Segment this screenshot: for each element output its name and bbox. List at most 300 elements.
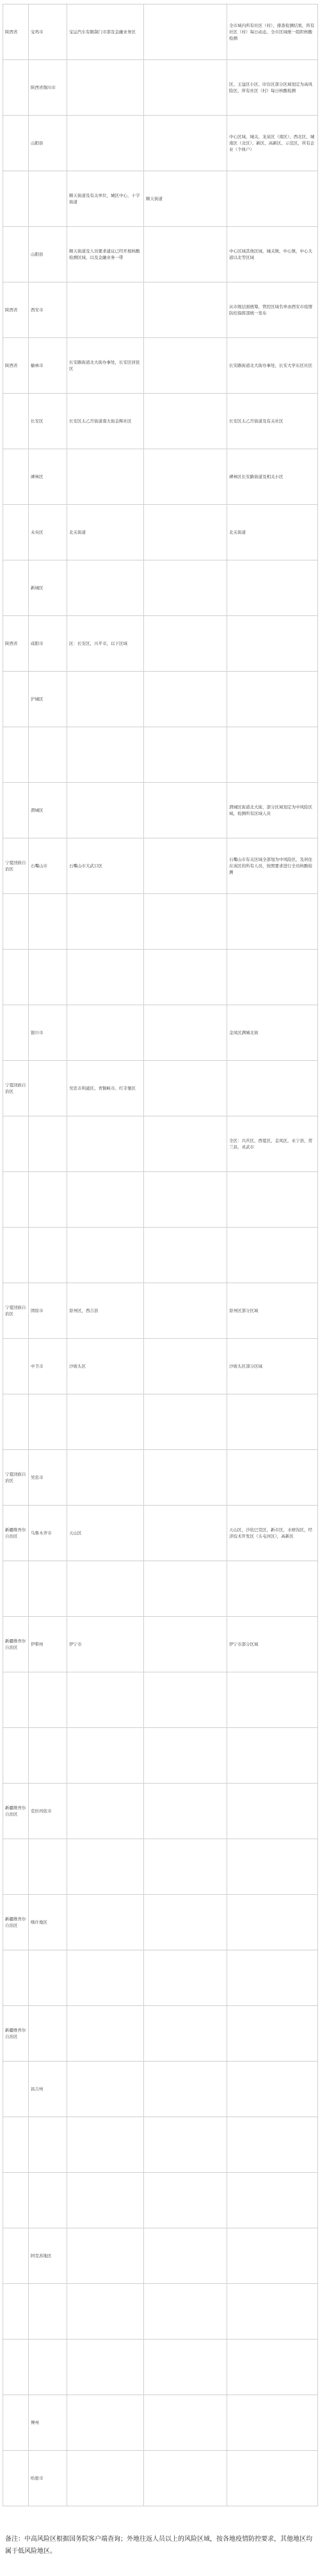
province-cell-text: 新疆维吾尔自治区 (5, 1916, 26, 1928)
area-cell-text: 新城区 (31, 585, 44, 590)
scope-cell (67, 394, 144, 449)
table-row (3, 2284, 318, 2340)
mid-risk-cell-text: 全区：兴庆区，西夏区，金凤区，永宁县，贺兰县，灵武市 (229, 1138, 312, 1150)
province-cell (3, 1839, 29, 1895)
mid-risk-cell (227, 894, 318, 950)
mid-risk-cell-text: 碑林区长安路街道及相关小区 (229, 474, 284, 479)
scope-cell (67, 4, 144, 60)
scope-cell (67, 2451, 144, 2506)
area-cell (29, 1116, 67, 1172)
high-risk-cell (144, 1672, 227, 1728)
table-row (3, 1895, 318, 1950)
mid-risk-cell (227, 171, 318, 227)
scope-cell (67, 171, 144, 227)
mid-risk-cell (227, 783, 318, 838)
province-cell (3, 1784, 29, 1839)
mid-risk-cell (227, 560, 318, 616)
scope-cell-text: 原州区，西吉县 (69, 1307, 99, 1313)
province-cell (3, 1061, 29, 1116)
area-cell-text: 渭城区 (31, 807, 44, 813)
province-cell (3, 1116, 29, 1172)
high-risk-cell (144, 1895, 227, 1950)
scope-cell (67, 1617, 144, 1672)
area-cell (29, 838, 67, 894)
mid-risk-cell (227, 2395, 318, 2451)
area-cell-text: 石嘴山市 (31, 863, 47, 868)
mid-risk-cell (227, 60, 318, 116)
high-risk-cell (144, 838, 227, 894)
scope-cell (67, 1672, 144, 1728)
scope-cell-text: 长安区太乙宫街道南大街金辉社区 (69, 418, 132, 424)
high-risk-cell (144, 727, 227, 783)
province-cell (3, 1394, 29, 1450)
table-row (3, 2117, 318, 2173)
high-risk-cell (144, 1339, 227, 1394)
mid-risk-cell (227, 1728, 318, 1784)
area-cell (29, 1506, 67, 1561)
scope-cell-text: 顺天街道及有关单位，城区中心，十字街道 (69, 192, 140, 204)
scope-cell (67, 672, 144, 727)
province-cell (3, 672, 29, 727)
province-cell (3, 338, 29, 394)
area-cell (29, 616, 67, 672)
area-cell-text: 吴忠市 (31, 1474, 44, 1480)
table-row (3, 1784, 318, 1839)
scope-cell (67, 2284, 144, 2340)
province-cell (3, 449, 29, 505)
scope-cell (67, 1228, 144, 1283)
mid-risk-cell (227, 1005, 318, 1061)
area-cell (29, 727, 67, 783)
mid-risk-cell (227, 838, 318, 894)
area-cell (29, 282, 67, 338)
mid-risk-cell (227, 1061, 318, 1116)
high-risk-cell (144, 560, 227, 616)
table-row (3, 2451, 318, 2506)
table-row (3, 2340, 318, 2395)
area-cell-text: 未央区 (31, 529, 44, 535)
province-cell (3, 2451, 29, 2506)
table-row (3, 727, 318, 783)
area-cell (29, 894, 67, 950)
table-row (3, 1061, 318, 1116)
mid-risk-cell (227, 2173, 318, 2228)
province-cell (3, 1283, 29, 1339)
area-cell (29, 505, 67, 560)
province-cell (3, 560, 29, 616)
mid-risk-cell-text: 区、王益区小区、印台区部分区域划定为高风险区，所有社区（村）每日核酸检测 (229, 81, 312, 93)
scope-cell (67, 783, 144, 838)
mid-risk-cell-text: 全市域内所有社区（村），排查检测结果，所有社区（村）每日动态，全市区域统一组织核酸检测 (229, 22, 315, 42)
high-risk-cell (144, 2228, 227, 2284)
high-risk-cell (144, 2006, 227, 2062)
mid-risk-cell (227, 1950, 318, 2006)
scope-cell (67, 2117, 144, 2173)
mid-risk-cell (227, 1839, 318, 1895)
mid-risk-cell (227, 1672, 318, 1728)
province-cell (3, 1728, 29, 1784)
province-cell (3, 171, 29, 227)
high-risk-cell (144, 2284, 227, 2340)
high-risk-cell (144, 2340, 227, 2395)
scope-cell (67, 1061, 144, 1116)
mid-risk-cell (227, 394, 318, 449)
scope-cell-text: 伊宁市 (69, 1641, 82, 1647)
province-cell-text: 新疆维吾尔自治区 (5, 1805, 26, 1817)
area-cell (29, 560, 67, 616)
mid-risk-cell (227, 1394, 318, 1450)
area-cell (29, 783, 67, 838)
scope-cell (67, 1839, 144, 1895)
scope-cell-text: 顺天街道及人员要求建议已经开展核酸检测区域，以及金融业务一带 (69, 248, 140, 260)
province-cell-text: 陕西省 (5, 29, 18, 35)
table-row (3, 1450, 318, 1506)
table-row (3, 1394, 318, 1450)
table-row (3, 227, 318, 282)
table-row (3, 1228, 318, 1283)
mid-risk-cell-text: 中心区域、城关、龙泉区（南区）、西北区、城南区（北区）、新区、高新区、示范区，所有企业（个体户） (229, 134, 315, 153)
area-cell (29, 1672, 67, 1728)
province-cell (3, 116, 29, 171)
scope-cell (67, 282, 144, 338)
mid-risk-cell (227, 1450, 318, 1506)
high-risk-cell (144, 1950, 227, 2006)
mid-risk-cell (227, 672, 318, 727)
province-cell-text: 新疆维吾尔自治区 (5, 1638, 26, 1650)
area-cell-text: 咸阳市 (31, 640, 44, 646)
scope-cell (67, 1450, 144, 1506)
mid-risk-cell-text: 长安路街道北大街办事处，长安大学东区社区 (229, 362, 312, 368)
table-row (3, 950, 318, 1005)
high-risk-cell (144, 338, 227, 394)
province-cell (3, 394, 29, 449)
area-cell (29, 227, 67, 282)
table-row (3, 560, 318, 616)
scope-cell (67, 560, 144, 616)
area-cell-text: 陕西省铜川市 (31, 84, 56, 90)
high-risk-cell (144, 1450, 227, 1506)
area-cell (29, 116, 67, 171)
province-cell-text: 新疆维吾尔自治区 (5, 1527, 26, 1539)
area-cell (29, 171, 67, 227)
area-cell (29, 1895, 67, 1950)
area-cell (29, 1339, 67, 1394)
scope-cell (67, 838, 144, 894)
mid-risk-cell (227, 505, 318, 560)
mid-risk-cell (227, 282, 318, 338)
table-row (3, 1839, 318, 1895)
mid-risk-cell (227, 2451, 318, 2506)
mid-risk-cell-text: 原州区部分区域 (229, 1307, 259, 1313)
province-cell-text: 宁夏回族自治区 (5, 1471, 26, 1483)
area-cell (29, 1839, 67, 1895)
province-cell (3, 1005, 29, 1061)
high-risk-cell (144, 171, 227, 227)
area-cell (29, 2228, 67, 2284)
mid-risk-cell (227, 1116, 318, 1172)
mid-risk-cell (227, 1617, 318, 1672)
scope-cell (67, 1394, 144, 1450)
province-cell-text: 宁夏回族自治区 (5, 1082, 26, 1094)
province-cell-text: 宁夏回族自治区 (5, 1304, 26, 1316)
area-cell (29, 60, 67, 116)
mid-risk-cell (227, 2284, 318, 2340)
mid-risk-cell (227, 2062, 318, 2117)
high-risk-cell (144, 449, 227, 505)
area-cell-text: 哈密市 (31, 2475, 44, 2481)
high-risk-cell (144, 1283, 227, 1339)
scope-cell-text: 北关街道 (69, 529, 86, 535)
area-cell (29, 4, 67, 60)
province-cell (3, 950, 29, 1005)
area-cell (29, 1784, 67, 1839)
mid-risk-cell (227, 2340, 318, 2395)
table-row (3, 2228, 318, 2284)
mid-risk-cell (227, 2228, 318, 2284)
mid-risk-cell (227, 1339, 318, 1394)
area-cell (29, 1561, 67, 1617)
province-cell (3, 60, 29, 116)
area-cell-text: 银川市 (31, 1030, 44, 1035)
high-risk-cell (144, 950, 227, 1005)
mid-risk-cell-text: 渭城区街道北大街，部分区域划定为中风险区域，检测所有区域人员 (229, 804, 312, 816)
page-footnote: 备注：中高风险区根据国务院客户端查询；外地往返人员以上的风险区域，按各地疫情防控要求，其他地区均属于低风险地区。 (5, 2536, 312, 2555)
table-row (3, 2006, 318, 2062)
footer-area (0, 2529, 320, 2576)
province-cell (3, 2173, 29, 2228)
scope-cell (67, 2173, 144, 2228)
table-row (3, 116, 318, 171)
area-cell-text: 固原市 (31, 1307, 44, 1313)
high-risk-cell (144, 394, 227, 449)
province-cell (3, 1339, 29, 1394)
area-cell (29, 950, 67, 1005)
mid-risk-cell-text: 沙坡头区部分区域 (229, 1363, 262, 1369)
table-row (3, 783, 318, 838)
high-risk-cell (144, 1005, 227, 1061)
mid-risk-cell-text: 伊宁市部分区域 (229, 1641, 259, 1647)
table-row (3, 1617, 318, 1672)
mid-risk-cell (227, 4, 318, 60)
high-risk-cell (144, 60, 227, 116)
area-cell-text: 榆林市 (31, 362, 44, 368)
table-row (3, 1116, 318, 1172)
province-cell-text: 宁夏回族自治区 (5, 860, 26, 872)
high-risk-cell (144, 894, 227, 950)
mid-risk-cell-text: 从市级层面统筹，管控区域名单由西安市疫情防控指挥部统一发布 (229, 304, 312, 316)
table-row (3, 1005, 318, 1061)
high-risk-cell (144, 1172, 227, 1228)
area-cell (29, 2173, 67, 2228)
area-cell (29, 672, 67, 727)
area-cell-text: 伊犁州 (31, 1641, 44, 1647)
scope-cell (67, 2062, 144, 2117)
mid-risk-cell (227, 116, 318, 171)
province-cell-text: 陕西省 (5, 362, 18, 368)
high-risk-cell (144, 282, 227, 338)
province-cell (3, 2117, 29, 2173)
province-cell-text: 新疆维吾尔自治区 (5, 2027, 26, 2039)
area-cell (29, 1283, 67, 1339)
mid-risk-cell-text: 金凤区满城北街 (229, 1030, 259, 1035)
area-cell (29, 2062, 67, 2117)
mid-risk-cell (227, 1561, 318, 1617)
scope-cell-text: 长安路街道北大街办事处，长安区居民区 (69, 359, 140, 371)
scope-cell (67, 1116, 144, 1172)
area-cell-text: 阿克苏地区 (31, 2253, 52, 2258)
table-row (3, 1506, 318, 1561)
area-cell (29, 1617, 67, 1672)
mid-risk-cell-text: 长安区太乙宫街道及有关社区 (229, 418, 284, 424)
area-cell-text: 宝鸡市 (31, 29, 44, 35)
high-risk-cell (144, 2451, 227, 2506)
table-row (3, 394, 318, 449)
table-row (3, 616, 318, 672)
area-cell (29, 449, 67, 505)
scope-cell (67, 1784, 144, 1839)
scope-cell (67, 1283, 144, 1339)
risk-area-table-body (3, 4, 318, 2506)
mid-risk-cell (227, 1228, 318, 1283)
area-cell (29, 1728, 67, 1784)
table-row (3, 1950, 318, 2006)
province-cell (3, 227, 29, 282)
area-cell-text: 西安市 (31, 307, 44, 312)
area-cell-text: 碑林区 (31, 474, 44, 479)
table-row (3, 60, 318, 116)
scope-cell (67, 1506, 144, 1561)
high-risk-cell (144, 616, 227, 672)
area-cell-text: 沪城区 (31, 696, 44, 702)
high-risk-cell (144, 1061, 227, 1116)
high-risk-cell (144, 2395, 227, 2451)
area-cell (29, 2395, 67, 2451)
table-row (3, 838, 318, 894)
table-row (3, 894, 318, 950)
table-row (3, 338, 318, 394)
scope-cell (67, 1172, 144, 1228)
mid-risk-cell (227, 1895, 318, 1950)
scope-cell (67, 1339, 144, 1394)
table-row (3, 2062, 318, 2117)
scope-cell (67, 1895, 144, 1950)
high-risk-cell (144, 1617, 227, 1672)
high-risk-cell (144, 4, 227, 60)
high-risk-cell (144, 1506, 227, 1561)
area-cell (29, 1061, 67, 1116)
mid-risk-cell (227, 616, 318, 672)
scope-cell-text: 天山区 (69, 1530, 82, 1536)
mid-risk-cell (227, 2117, 318, 2173)
scope-cell (67, 338, 144, 394)
high-risk-cell (144, 1394, 227, 1450)
scope-cell (67, 2006, 144, 2062)
province-cell (3, 1172, 29, 1228)
table-row (3, 4, 318, 60)
mid-risk-cell-text: 中心区域其他区域，城关镇，中心镇，中心大道以北等区域 (229, 248, 312, 260)
area-cell (29, 1394, 67, 1450)
province-cell (3, 727, 29, 783)
province-cell (3, 1506, 29, 1561)
high-risk-cell (144, 672, 227, 727)
high-risk-cell (144, 1728, 227, 1784)
mid-risk-cell (227, 449, 318, 505)
table-row (3, 505, 318, 560)
mid-risk-cell-text: 石嘴山市有关区域全部划为中风险区，及居住在该区的所有人员，按照要求进行全员核酸检测 (229, 856, 312, 875)
area-cell-text: 山阳县 (31, 140, 44, 146)
area-cell-text: 克拉玛依市 (31, 1808, 52, 1814)
area-cell (29, 1950, 67, 2006)
scope-cell (67, 60, 144, 116)
table-row (3, 282, 318, 338)
scope-cell (67, 1950, 144, 2006)
high-risk-cell (144, 1561, 227, 1617)
scope-cell-text: 吴忠市利通区、青铜峡市、红寺堡区 (69, 1085, 136, 1091)
table-row (3, 1283, 318, 1339)
high-risk-cell (144, 2062, 227, 2117)
province-cell-text: 陕西省 (5, 307, 18, 312)
area-cell (29, 2117, 67, 2173)
high-risk-cell (144, 2117, 227, 2173)
high-risk-cell (144, 1116, 227, 1172)
high-risk-cell-text: 顺天街道 (146, 196, 163, 201)
high-risk-cell (144, 227, 227, 282)
area-cell (29, 2451, 67, 2506)
province-cell (3, 1950, 29, 2006)
province-cell (3, 2062, 29, 2117)
scope-cell-text: 沙坡头区 (69, 1363, 86, 1369)
scope-cell (67, 950, 144, 1005)
province-cell (3, 2006, 29, 2062)
high-risk-cell (144, 116, 227, 171)
scope-cell (67, 1561, 144, 1617)
area-cell (29, 1005, 67, 1061)
area-cell (29, 394, 67, 449)
mid-risk-cell-text: 天山区，沙依巴克区，新市区，水磨沟区，经济技术开发区（头屯河区），高新区 (229, 1527, 312, 1539)
province-cell (3, 616, 29, 672)
area-cell (29, 2006, 67, 2062)
scope-cell (67, 727, 144, 783)
area-cell-text: 博州 (31, 2419, 39, 2425)
scope-cell (67, 894, 144, 950)
table-row (3, 449, 318, 505)
scope-cell (67, 2395, 144, 2451)
table-row (3, 672, 318, 727)
scope-cell (67, 116, 144, 171)
high-risk-cell (144, 505, 227, 560)
province-cell (3, 894, 29, 950)
area-cell (29, 1228, 67, 1283)
scope-cell-text: 区：长安区，兴平市，以下区域 (69, 640, 127, 646)
table-row (3, 2395, 318, 2451)
area-cell (29, 1172, 67, 1228)
province-cell (3, 2340, 29, 2395)
high-risk-cell (144, 1839, 227, 1895)
area-cell-text: 山阳县 (31, 251, 44, 257)
scope-cell-text: 石嘴山市大武口区 (69, 863, 102, 868)
table-row (3, 1561, 318, 1617)
area-cell (29, 338, 67, 394)
table-row (3, 2173, 318, 2228)
scope-cell-text: 宝运汽车有限制门市部及金融业务区 (69, 29, 136, 35)
high-risk-cell (144, 1784, 227, 1839)
scope-cell (67, 616, 144, 672)
high-risk-cell (144, 2173, 227, 2228)
area-cell-text: 喀什地区 (31, 1919, 47, 1925)
mid-risk-cell (227, 950, 318, 1005)
table-row (3, 1728, 318, 1784)
scope-cell (67, 227, 144, 282)
